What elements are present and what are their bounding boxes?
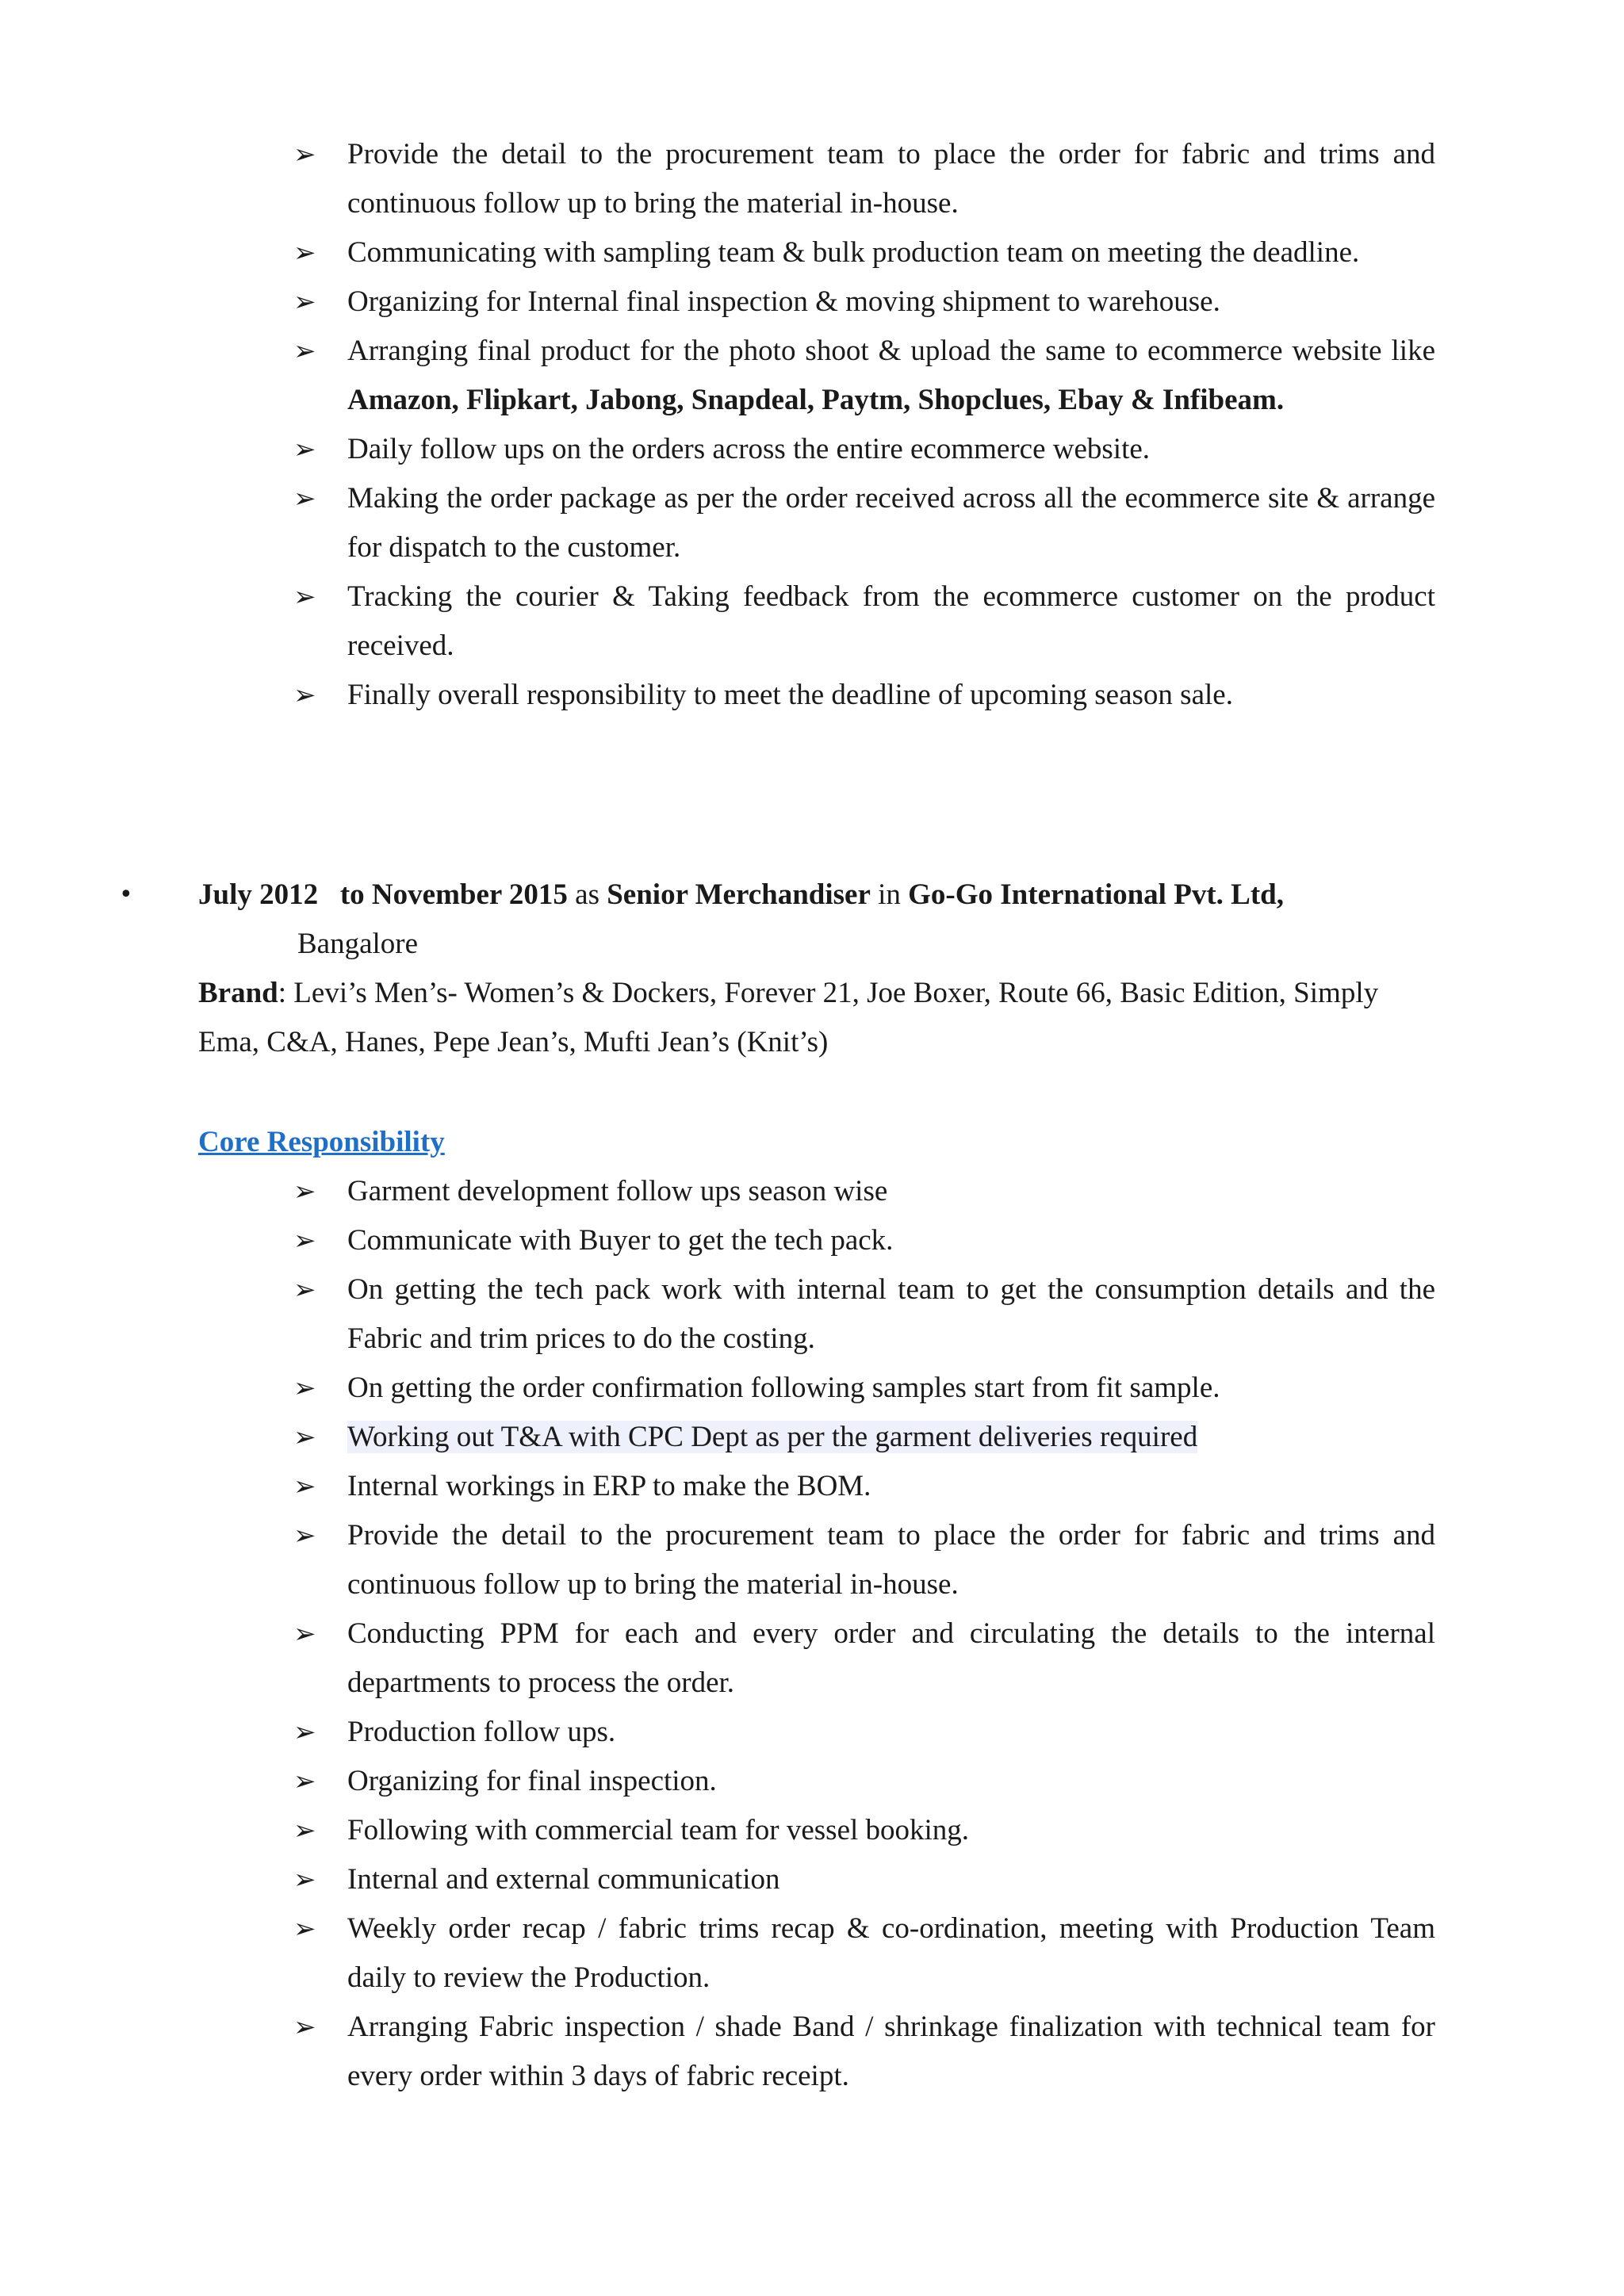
list-item: ➢ Arranging final product for the photo shoot & upload the same to ecommerce website like Amazon, Flipkart, Jabong, Snapdeal, Paytm, Shopclues, Ebay & Infibeam. [293, 327, 1435, 425]
arrow-bullet-icon: ➢ [293, 1372, 316, 1404]
list-item: ➢ Daily follow ups on the orders across the entire ecommerce website. [293, 425, 1435, 474]
arrow-bullet-icon: ➢ [293, 286, 316, 318]
list-item: ➢ Communicating with sampling team & bulk production team on meeting the deadline. [293, 228, 1435, 277]
arrow-bullet-icon: ➢ [293, 1520, 316, 1552]
list-item: ➢ Weekly order recap / fabric trims recap & co-ordination, meeting with Production Team daily to review the Production. [293, 1904, 1435, 2003]
arrow-bullet-icon: ➢ [293, 434, 316, 465]
arrow-bullet-icon: ➢ [293, 581, 316, 613]
arrow-bullet-icon: ➢ [293, 1716, 316, 1748]
list-item: ➢ Production follow ups. [293, 1708, 1435, 1757]
arrow-bullet-icon: ➢ [293, 679, 316, 711]
list-item: ➢ Making the order package as per the order received across all the ecommerce site & arrange for dispatch to the customer. [293, 474, 1435, 572]
arrow-bullet-icon: ➢ [293, 1864, 316, 1896]
arrow-bullet-icon: ➢ [293, 1225, 316, 1257]
arrow-bullet-icon: ➢ [293, 1913, 316, 1945]
job-city: Bangalore [297, 928, 419, 960]
job-role: Senior Merchandiser [607, 878, 871, 911]
highlighted-text: Working out T&A with CPC Dept as per the garment deliveries required [347, 1421, 1198, 1453]
list-item [293, 1413, 1435, 1462]
list-item: ➢ Communicate with Buyer to get the tech pack. [293, 1216, 1435, 1265]
brand-text: : Levi’s Men’s- Women’s & Dockers, Forever 21, Joe Boxer, Route 66, Basic Edition, Simply Ema, C&A, Hanes, Pepe Jean’s, Mufti Jean’s (Knit’s) [198, 977, 1379, 1058]
arrow-bullet-icon: ➢ [293, 1422, 316, 1453]
bullet-icon: • [119, 881, 133, 909]
list-item: ➢ Garment development follow ups season wise [293, 1167, 1435, 1216]
arrow-bullet-icon: ➢ [293, 335, 316, 367]
job-company: Go-Go International Pvt. Ltd, [908, 878, 1284, 911]
ecommerce-sites: Amazon, Flipkart, Jabong, Snapdeal, Paytm, Shopclues, Ebay & Infibeam. [347, 384, 1285, 416]
arrow-bullet-icon: ➢ [293, 483, 316, 515]
job-end-date: to November 2015 [339, 878, 568, 911]
list-item: ➢ Finally overall responsibility to meet the deadline of upcoming season sale. [293, 671, 1435, 720]
arrow-bullet-icon: ➢ [293, 139, 316, 170]
arrow-bullet-icon: ➢ [293, 1766, 316, 1797]
core-responsibility-heading: Core Responsibility [198, 1126, 445, 1158]
arrow-bullet-icon: ➢ [293, 1618, 316, 1650]
arrow-bullet-icon: ➢ [293, 237, 316, 269]
arrow-bullet-icon: ➢ [293, 2011, 316, 2043]
list-item: ➢ Provide the detail to the procurement team to place the order for fabric and trims and continuous follow up to bring the material in-house. [293, 130, 1435, 228]
list-item: ➢ Arranging Fabric inspection / shade Band / shrinkage finalization with technical team for every order within 3 days of fabric receipt. [293, 2003, 1435, 2101]
arrow-bullet-icon: ➢ [293, 1274, 316, 1306]
list-item: ➢ Provide the detail to the procurement team to place the order for fabric and trims and continuous follow up to bring the material in-house. [293, 1511, 1435, 1609]
arrow-bullet-icon: ➢ [293, 1176, 316, 1207]
list-item: ➢ Organizing for Internal final inspection & moving shipment to warehouse. [293, 277, 1435, 327]
brand-paragraph [198, 969, 1427, 1067]
core-responsibility-list [293, 1167, 1435, 2101]
list-item: ➢ Conducting PPM for each and every order and circulating the details to the internal departments to process the order. [293, 1609, 1435, 1708]
arrow-bullet-icon: ➢ [293, 1471, 316, 1502]
brand-label: Brand [198, 977, 278, 1009]
list-item: ➢ Following with commercial team for vessel booking. [293, 1806, 1435, 1855]
list-item: ➢ On getting the tech pack work with internal team to get the consumption details and the Fabric and trim prices to do the costing. [293, 1265, 1435, 1364]
job-start-date: July 2012 [198, 878, 319, 911]
job-heading: July 2012 to November 2015 as Senior Merchandiser in Go-Go International Pvt. Ltd, [198, 878, 1284, 911]
list-item: ➢ Internal and external communication [293, 1855, 1435, 1904]
list-item: ➢ On getting the order confirmation following samples start from fit sample. [293, 1364, 1435, 1413]
list-item: ➢ Organizing for final inspection. [293, 1757, 1435, 1806]
top-responsibility-list [293, 130, 1435, 720]
list-item: ➢ Internal workings in ERP to make the BOM. [293, 1462, 1435, 1511]
list-item: ➢ Tracking the courier & Taking feedback from the ecommerce customer on the product received. [293, 572, 1435, 671]
arrow-bullet-icon: ➢ [293, 1815, 316, 1846]
